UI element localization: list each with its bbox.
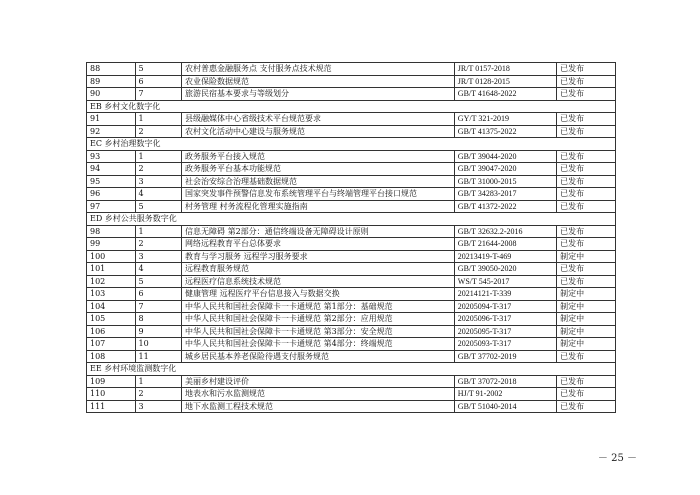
row-number-cell: 99 [87, 238, 136, 251]
sub-number-cell: 2 [135, 163, 181, 176]
sub-number-cell: 2 [135, 125, 181, 138]
standard-name-cell: 村务管理 村务流程化管理实施指南 [182, 200, 455, 213]
table-row [87, 300, 616, 313]
row-number-cell: 104 [87, 300, 136, 313]
sub-number-cell: 6 [135, 288, 181, 301]
sub-number-cell: 6 [135, 75, 181, 88]
sub-number-cell: 5 [135, 200, 181, 213]
table-row [87, 388, 616, 401]
table-row [87, 175, 616, 188]
standard-code-cell: GB/T 39044-2020 [454, 150, 556, 163]
sub-number-cell: 3 [135, 250, 181, 263]
row-number-cell: 97 [87, 200, 136, 213]
standard-name-cell: 旅游民宿基本要求与等级划分 [182, 88, 455, 101]
sub-number-cell: 1 [135, 150, 181, 163]
row-number-cell: 96 [87, 188, 136, 201]
standard-name-cell: 远程医疗信息系统技术规范 [182, 275, 455, 288]
row-number-cell: 95 [87, 175, 136, 188]
row-number-cell: 109 [87, 375, 136, 388]
section-header-row [87, 213, 616, 226]
standard-code-cell: HJ/T 91-2002 [454, 388, 556, 401]
row-number-cell: 108 [87, 350, 136, 363]
standard-code-cell: WS/T 545-2017 [454, 275, 556, 288]
standard-code-cell: JR/T 0128-2015 [454, 75, 556, 88]
standard-name-cell: 健康管理 远程医疗平台信息接入与数据交换 [182, 288, 455, 301]
standard-name-cell: 县级融媒体中心省级技术平台规范要求 [182, 113, 455, 126]
standard-name-cell: 信息无障碍 第2部分：通信终端设备无障碍设计原则 [182, 225, 455, 238]
status-cell: 制定中 [557, 313, 616, 326]
row-number-cell: 98 [87, 225, 136, 238]
sub-number-cell: 2 [135, 388, 181, 401]
table-row [87, 263, 616, 276]
standard-name-cell: 远程教育服务规范 [182, 263, 455, 276]
section-header-row [87, 363, 616, 376]
table-row [87, 238, 616, 251]
standard-name-cell: 网络远程教育平台总体要求 [182, 238, 455, 251]
section-title: ED 乡村公共服务数字化 [87, 213, 616, 226]
sub-number-cell: 4 [135, 263, 181, 276]
standard-code-cell: GB/T 39047-2020 [454, 163, 556, 176]
standard-code-cell: GB/T 32632.2-2016 [454, 225, 556, 238]
status-cell: 已发布 [557, 375, 616, 388]
row-number-cell: 107 [87, 338, 136, 351]
status-cell: 已发布 [557, 163, 616, 176]
standard-name-cell: 农村文化活动中心建设与服务规范 [182, 125, 455, 138]
sub-number-cell: 9 [135, 325, 181, 338]
standard-name-cell: 中华人民共和国社会保障卡一卡通规范 第4部分：终端规范 [182, 338, 455, 351]
table-row [87, 125, 616, 138]
standard-name-cell: 社会治安综合治理基础数据规范 [182, 175, 455, 188]
status-cell: 已发布 [557, 175, 616, 188]
standard-name-cell: 中华人民共和国社会保障卡一卡通规范 第2部分：应用规范 [182, 313, 455, 326]
status-cell: 已发布 [557, 88, 616, 101]
standard-code-cell: 20214121-T-339 [454, 288, 556, 301]
table-row [87, 313, 616, 326]
standard-code-cell: GB/T 37072-2018 [454, 375, 556, 388]
status-cell: 已发布 [557, 225, 616, 238]
section-header-row [87, 100, 616, 113]
standard-name-cell: 农业保险数据规范 [182, 75, 455, 88]
standard-code-cell: GB/T 21644-2008 [454, 238, 556, 251]
standard-name-cell: 地表水和污水监测规范 [182, 388, 455, 401]
status-cell: 已发布 [557, 238, 616, 251]
status-cell: 已发布 [557, 200, 616, 213]
standard-code-cell: 20205093-T-317 [454, 338, 556, 351]
row-number-cell: 94 [87, 163, 136, 176]
standard-code-cell: GB/T 41372-2022 [454, 200, 556, 213]
status-cell: 制定中 [557, 250, 616, 263]
standard-name-cell: 农村普惠金融服务点 支付服务点技术规范 [182, 63, 455, 76]
standards-table [86, 62, 616, 413]
section-header-row [87, 138, 616, 151]
table-row [87, 150, 616, 163]
table-row [87, 163, 616, 176]
status-cell: 已发布 [557, 125, 616, 138]
standard-name-cell: 中华人民共和国社会保障卡一卡通规范 第3部分：安全规范 [182, 325, 455, 338]
table-row [87, 188, 616, 201]
row-number-cell: 93 [87, 150, 136, 163]
standard-code-cell: GB/T 39050-2020 [454, 263, 556, 276]
sub-number-cell: 10 [135, 338, 181, 351]
table-row [87, 338, 616, 351]
standard-code-cell: GB/T 34283-2017 [454, 188, 556, 201]
standard-code-cell: GY/T 321-2019 [454, 113, 556, 126]
standard-name-cell: 政务服务平台接入规范 [182, 150, 455, 163]
section-title: EC 乡村治理数字化 [87, 138, 616, 151]
row-number-cell: 101 [87, 263, 136, 276]
row-number-cell: 110 [87, 388, 136, 401]
sub-number-cell: 7 [135, 88, 181, 101]
sub-number-cell: 11 [135, 350, 181, 363]
table-row [87, 75, 616, 88]
standard-code-cell: GB/T 31000-2015 [454, 175, 556, 188]
table-row [87, 325, 616, 338]
row-number-cell: 102 [87, 275, 136, 288]
section-title: EB 乡村文化数字化 [87, 100, 616, 113]
standard-name-cell: 中华人民共和国社会保障卡一卡通规范 第1部分：基础规范 [182, 300, 455, 313]
standards-table-body [87, 63, 616, 413]
row-number-cell: 105 [87, 313, 136, 326]
sub-number-cell: 1 [135, 113, 181, 126]
table-row [87, 63, 616, 76]
standard-code-cell: GB/T 51040-2014 [454, 400, 556, 413]
status-cell: 制定中 [557, 325, 616, 338]
standard-name-cell: 美丽乡村建设评价 [182, 375, 455, 388]
page-number: － 25 － [597, 453, 637, 464]
status-cell: 已发布 [557, 63, 616, 76]
sub-number-cell: 2 [135, 238, 181, 251]
row-number-cell: 90 [87, 88, 136, 101]
sub-number-cell: 8 [135, 313, 181, 326]
row-number-cell: 92 [87, 125, 136, 138]
table-row [87, 400, 616, 413]
status-cell: 制定中 [557, 300, 616, 313]
sub-number-cell: 5 [135, 63, 181, 76]
standard-name-cell: 政务服务平台基本功能规范 [182, 163, 455, 176]
standard-code-cell: GB/T 41648-2022 [454, 88, 556, 101]
standard-code-cell: GB/T 37702-2019 [454, 350, 556, 363]
row-number-cell: 106 [87, 325, 136, 338]
status-cell: 已发布 [557, 150, 616, 163]
sub-number-cell: 1 [135, 375, 181, 388]
standard-name-cell: 地下水监测工程技术规范 [182, 400, 455, 413]
table-row [87, 200, 616, 213]
sub-number-cell: 4 [135, 188, 181, 201]
status-cell: 已发布 [557, 400, 616, 413]
status-cell: 已发布 [557, 75, 616, 88]
sub-number-cell: 3 [135, 175, 181, 188]
status-cell: 已发布 [557, 275, 616, 288]
standard-code-cell: GB/T 41375-2022 [454, 125, 556, 138]
sub-number-cell: 5 [135, 275, 181, 288]
table-row [87, 375, 616, 388]
standard-code-cell: JR/T 0157-2018 [454, 63, 556, 76]
table-row [87, 250, 616, 263]
standard-name-cell: 教育与学习服务 远程学习服务要求 [182, 250, 455, 263]
status-cell: 已发布 [557, 388, 616, 401]
row-number-cell: 103 [87, 288, 136, 301]
status-cell: 制定中 [557, 288, 616, 301]
standard-name-cell: 国家突发事件预警信息发布系统管理平台与终端管理平台接口规范 [182, 188, 455, 201]
table-row [87, 288, 616, 301]
row-number-cell: 111 [87, 400, 136, 413]
sub-number-cell: 3 [135, 400, 181, 413]
table-row [87, 225, 616, 238]
status-cell: 已发布 [557, 350, 616, 363]
table-row [87, 350, 616, 363]
standard-code-cell: 20205094-T-317 [454, 300, 556, 313]
table-row [87, 275, 616, 288]
standard-code-cell: 20205096-T-317 [454, 313, 556, 326]
status-cell: 已发布 [557, 188, 616, 201]
table-row [87, 113, 616, 126]
row-number-cell: 88 [87, 63, 136, 76]
status-cell: 已发布 [557, 263, 616, 276]
standard-code-cell: 20205095-T-317 [454, 325, 556, 338]
sub-number-cell: 1 [135, 225, 181, 238]
row-number-cell: 89 [87, 75, 136, 88]
row-number-cell: 91 [87, 113, 136, 126]
sub-number-cell: 7 [135, 300, 181, 313]
section-title: EE 乡村环境监测数字化 [87, 363, 616, 376]
row-number-cell: 100 [87, 250, 136, 263]
status-cell: 已发布 [557, 113, 616, 126]
table-row [87, 88, 616, 101]
status-cell: 制定中 [557, 338, 616, 351]
standards-table-container [86, 62, 616, 413]
standard-name-cell: 城乡居民基本养老保险待遇支付服务规范 [182, 350, 455, 363]
standard-code-cell: 20213419-T-469 [454, 250, 556, 263]
